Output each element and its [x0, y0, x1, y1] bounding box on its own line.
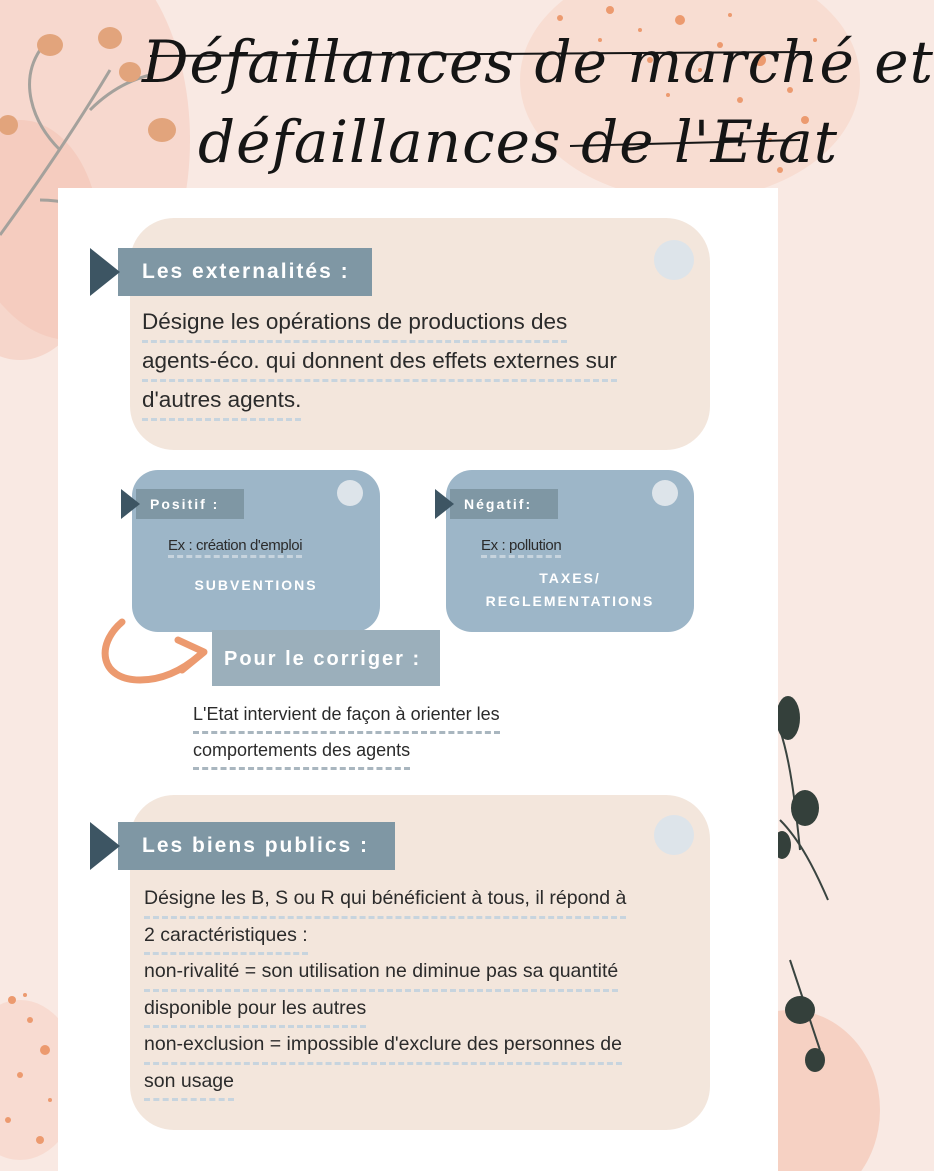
banner-arrow-icon: [121, 489, 140, 519]
negatif-example: [481, 537, 561, 558]
positif-example-text: Ex : création d'emploi: [168, 537, 302, 558]
definition-line: non-exclusion = impossible d'exclure des personnes de: [144, 1028, 622, 1065]
negatif-remedy: [446, 567, 694, 613]
definition-line: agents-éco. qui donnent des effets externes sur: [142, 343, 617, 382]
corriger-line: L'Etat intervient de façon à orienter les: [193, 698, 500, 734]
corriger-text: [193, 698, 500, 770]
definition-line: son usage: [144, 1065, 234, 1102]
positif-remedy: SUBVENTIONS: [194, 577, 318, 593]
title-underline-decoration: [140, 36, 820, 236]
banner-arrow-icon: [90, 822, 120, 870]
biens-publics-heading: Les biens publics :: [118, 822, 395, 870]
definition-line: non-rivalité = son utilisation ne diminue pas sa quantité: [144, 955, 618, 992]
title-line-1: Défaillances de marché et: [142, 28, 934, 96]
title-line-2: défaillances de l'Etat: [198, 108, 839, 176]
negatif-label: Négatif:: [450, 489, 558, 519]
banner-arrow-icon: [435, 489, 454, 519]
negatif-remedy-line-2: REGLEMENTATIONS: [485, 593, 655, 609]
definition-line: d'autres agents.: [142, 382, 301, 421]
decorative-dot: [654, 815, 694, 855]
decorative-dot: [654, 240, 694, 280]
positif-label: Positif :: [136, 489, 244, 519]
positif-example: [168, 537, 302, 558]
banner-arrow-icon: [90, 248, 120, 296]
definition-line: Désigne les B, S ou R qui bénéficient à tous, il répond à: [144, 882, 626, 919]
negatif-remedy-line-1: TAXES/: [539, 570, 601, 586]
decorative-dot: [652, 480, 678, 506]
externalites-heading: Les externalités :: [118, 248, 372, 296]
definition-line: 2 caractéristiques :: [144, 919, 308, 956]
externalites-definition: [142, 304, 617, 421]
negatif-example-text: Ex : pollution: [481, 537, 561, 558]
corriger-line: comportements des agents: [193, 734, 410, 770]
biens-publics-definition: [144, 882, 626, 1101]
decorative-dot: [337, 480, 363, 506]
corriger-heading: Pour le corriger :: [212, 630, 440, 686]
definition-line: Désigne les opérations de productions des: [142, 304, 567, 343]
definition-line: disponible pour les autres: [144, 992, 366, 1029]
